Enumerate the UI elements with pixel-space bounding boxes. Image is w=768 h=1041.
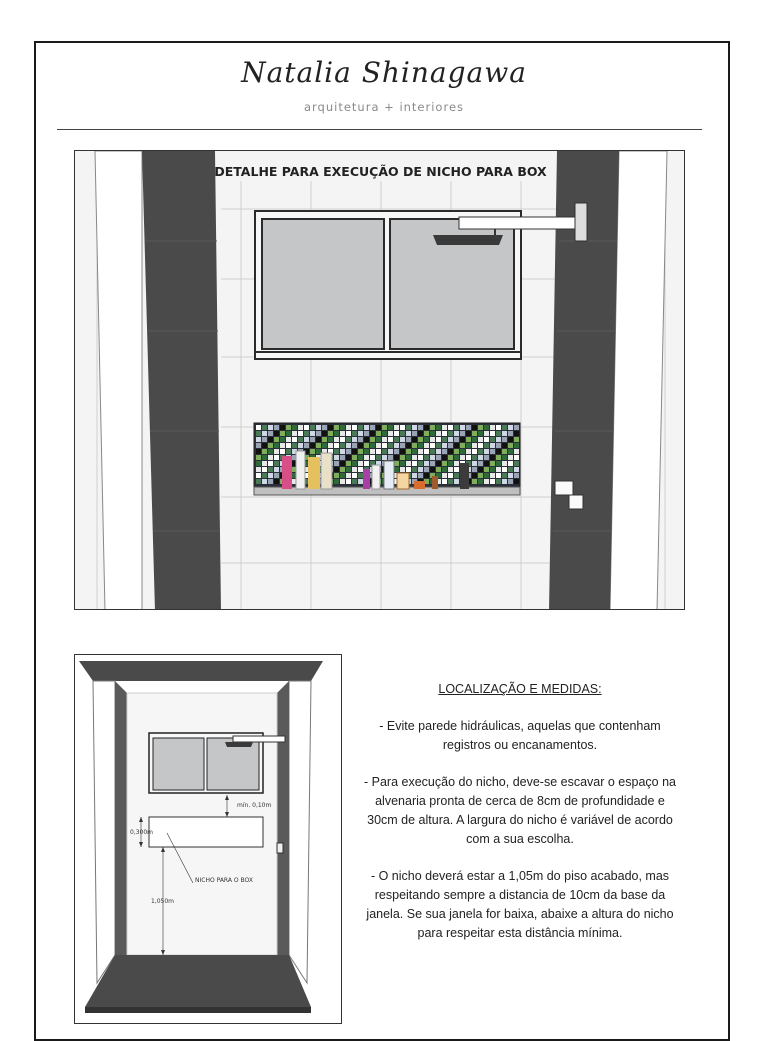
brand-name: Natalia Shinagawa (241, 56, 527, 89)
instruction-paragraph: - O nicho deverá estar a 1,05m do piso acabado, mas respeitando sempre a distancia de 10cm da base da janela. Se sua janela for baixa, abaixe a altura do nicho para respeitar esta distância mínima. (366, 869, 674, 940)
window (255, 211, 521, 359)
dim-floor-height: 1,050m (151, 898, 175, 905)
niche (254, 423, 520, 495)
render-title: DETALHE PARA EXECUÇÃO DE NICHO PARA BOX (214, 164, 547, 179)
instructions-panel (362, 680, 678, 961)
instructions-heading: LOCALIZAÇÃO E MEDIDAS: (438, 682, 602, 696)
niche-elevation-render (74, 150, 685, 610)
niche-location-diagram (74, 654, 342, 1024)
dim-niche-height: 0,300m (130, 829, 154, 836)
bathroom-wall-illustration (75, 151, 685, 610)
header-divider (57, 129, 702, 130)
location-drawing (75, 655, 342, 1024)
brand-tagline: arquitetura + interiores (303, 100, 465, 114)
label-niche: NICHO PARA O BOX (195, 877, 253, 884)
dim-min-clearance: mín. 0,10m (237, 802, 272, 809)
instruction-paragraph: - Evite parede hidráulicas, aquelas que contenham registros ou encanamentos. (379, 719, 661, 752)
instruction-paragraph: - Para execução do nicho, deve-se escavar o espaço na alvenaria pronta de cerca de 8cm de profundidade e 30cm de altura. A largura do nicho é variável de acordo com a sua escolha. (364, 775, 676, 846)
